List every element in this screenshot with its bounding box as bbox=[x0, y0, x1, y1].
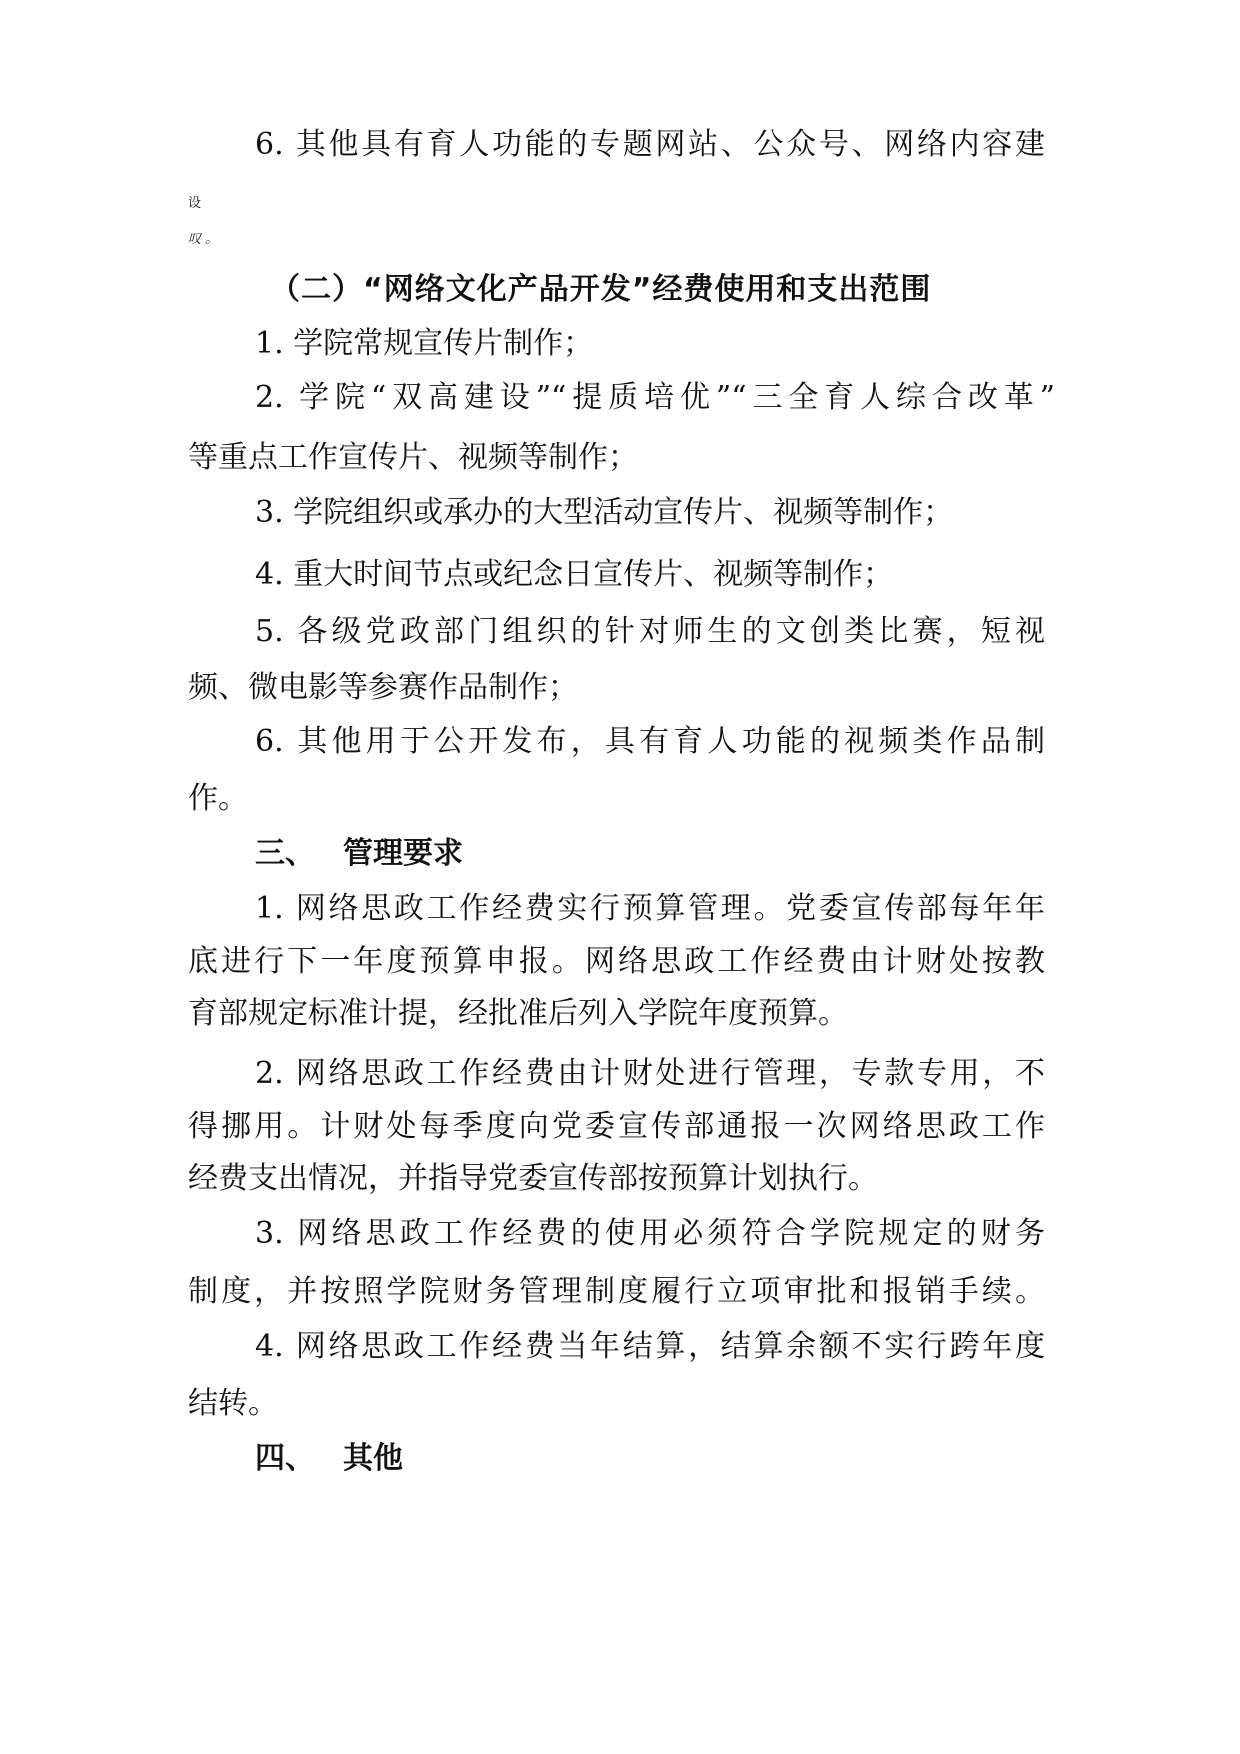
list-item: 2. 学院“双高建设”“提质培优”“三全育人综合改革” bbox=[255, 380, 1055, 415]
paragraph-line: 4. 网络思政工作经费当年结算，结算余额不实行跨年度 bbox=[255, 1329, 1045, 1364]
list-item-continuation: 等重点工作宣传片、视频等制作； bbox=[188, 440, 638, 475]
paragraph-line: 制度，并按照学院财务管理制度履行立项审批和报销手续。 bbox=[188, 1274, 1045, 1309]
paragraph-line: 2. 网络思政工作经费由计财处进行管理，专款专用，不 bbox=[255, 1056, 1045, 1091]
paragraph-line: 6. 其他具有育人功能的专题网站、公众号、网络内容建 bbox=[255, 127, 1045, 162]
text-fragment: 设 bbox=[188, 196, 202, 211]
list-item: 5. 各级党政部门组织的针对师生的文创类比赛，短视 bbox=[255, 614, 1045, 649]
list-item-continuation: 频、微电影等参赛作品制作； bbox=[188, 670, 578, 705]
section-subheading: （二）“网络文化产品开发”经费使用和支出范围 bbox=[270, 272, 932, 307]
paragraph-line: 3. 网络思政工作经费的使用必须符合学院规定的财务 bbox=[255, 1216, 1045, 1251]
list-item: 3. 学院组织或承办的大型活动宣传片、视频等制作； bbox=[255, 495, 954, 530]
text-fragment: 叹 。 bbox=[188, 232, 219, 247]
section-number: 四、 bbox=[255, 1441, 315, 1476]
section-number: 三、 bbox=[255, 836, 315, 871]
section-heading bbox=[255, 1439, 403, 1479]
paragraph-line: 结转。 bbox=[188, 1386, 278, 1421]
section-title: 其他 bbox=[343, 1441, 403, 1476]
section-title: 管理要求 bbox=[343, 836, 463, 871]
list-item: 4. 重大时间节点或纪念日宣传片、视频等制作； bbox=[255, 557, 894, 592]
paragraph-line: 底进行下一年度预算申报。网络思政工作经费由计财处按教 bbox=[188, 944, 1045, 979]
list-item: 1. 学院常规宣传片制作； bbox=[255, 326, 594, 361]
list-item-continuation: 作。 bbox=[188, 781, 248, 816]
paragraph-line: 育部规定标准计提，经批准后列入学院年度预算。 bbox=[188, 996, 848, 1031]
paragraph-line: 得挪用。计财处每季度向党委宣传部通报一次网络思政工作 bbox=[188, 1109, 1045, 1144]
paragraph-line: 经费支出情况，并指导党委宣传部按预算计划执行。 bbox=[188, 1161, 878, 1196]
list-item: 6. 其他用于公开发布，具有育人功能的视频类作品制 bbox=[255, 724, 1045, 759]
section-heading bbox=[255, 834, 463, 874]
paragraph-line: 1. 网络思政工作经费实行预算管理。党委宣传部每年年 bbox=[255, 891, 1045, 926]
